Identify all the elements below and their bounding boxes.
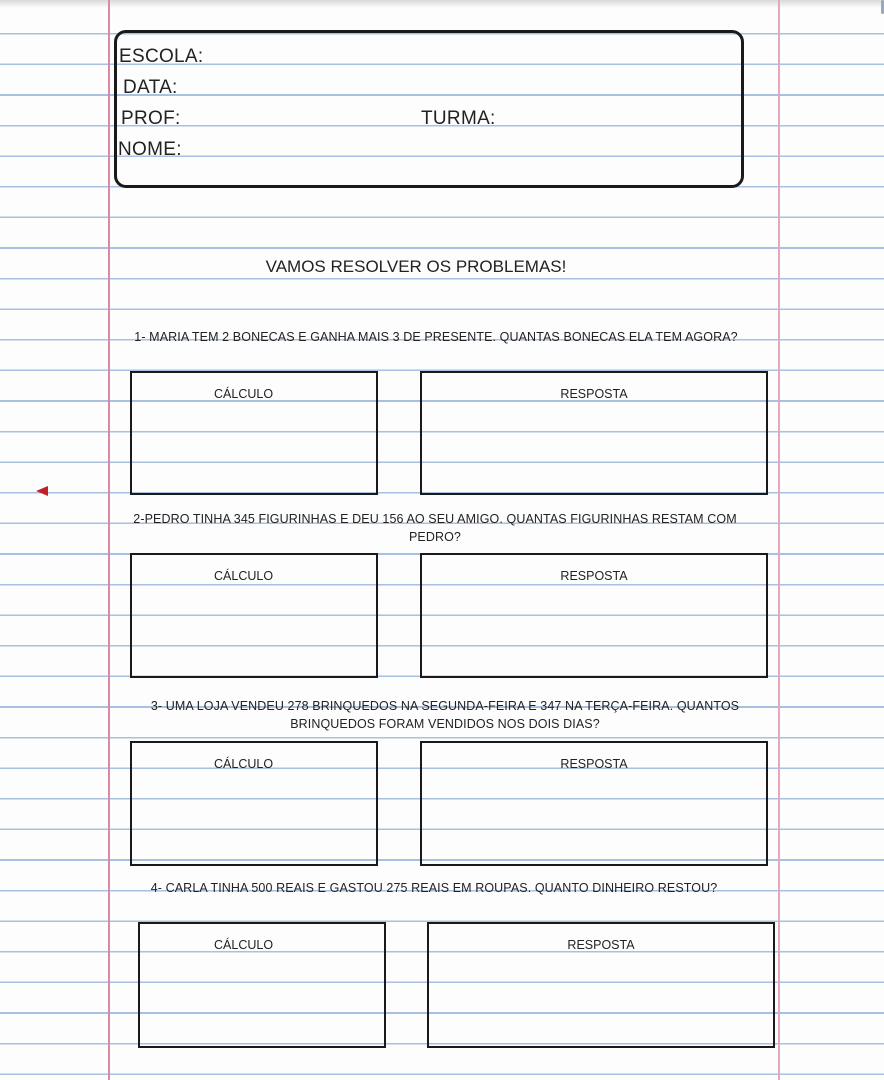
turma-label: TURMA:	[421, 108, 496, 129]
problem-1-text: 1- MARIA TEM 2 BONECAS E GANHA MAIS 3 DE PRESENTE. QUANTAS BONECAS ELA TEM AGORA?	[134, 330, 738, 344]
problem-4-calc-box[interactable]	[138, 922, 386, 1048]
calc-label: CÁLCULO	[214, 757, 274, 771]
answer-label: RESPOSTA	[560, 387, 628, 401]
page-title: VAMOS RESOLVER OS PROBLEMAS!	[265, 257, 567, 276]
problem-3-line-1: 3- UMA LOJA VENDEU 278 BRINQUEDOS NA SEGUNDA-FEIRA E 347 NA TERÇA-FEIRA. QUANTOS	[150, 699, 740, 713]
calc-label: CÁLCULO	[214, 387, 274, 401]
calc-label: CÁLCULO	[214, 569, 274, 583]
escola-label: ESCOLA:	[119, 46, 204, 67]
problem-3-answer-box[interactable]	[420, 741, 768, 866]
problem-1-calc-box[interactable]	[130, 371, 378, 495]
problem-4-text: 4- CARLA TINHA 500 REAIS E GASTOU 275 REAIS EM ROUPAS. QUANTO DINHEIRO RESTOU?	[150, 881, 718, 895]
nome-label: NOME:	[118, 139, 182, 160]
answer-label: RESPOSTA	[560, 757, 628, 771]
problem-2-calc-box[interactable]	[130, 553, 378, 678]
data-label: DATA:	[123, 77, 178, 98]
problem-3-text	[0, 697, 884, 733]
problem-2-line-2: PEDRO?	[408, 530, 461, 544]
problem-2-answer-box[interactable]	[420, 553, 768, 678]
calc-label: CÁLCULO	[214, 938, 274, 952]
problem-2-line-1: 2-PEDRO TINHA 345 FIGURINHAS E DEU 156 AO SEU AMIGO. QUANTAS FIGURINHAS RESTAM COM	[133, 512, 737, 526]
problem-3-line-2: BRINQUEDOS FORAM VENDIDOS NOS DOIS DIAS?	[290, 717, 600, 731]
prof-label: PROF:	[121, 108, 181, 129]
answer-label: RESPOSTA	[567, 938, 635, 952]
answer-label: RESPOSTA	[560, 569, 628, 583]
arrow-left-icon	[36, 486, 48, 496]
problem-3-calc-box[interactable]	[130, 741, 378, 866]
problem-4-answer-box[interactable]	[427, 922, 775, 1048]
problem-2-text	[0, 510, 870, 546]
problem-1-answer-box[interactable]	[420, 371, 768, 495]
top-shadow	[0, 0, 884, 8]
